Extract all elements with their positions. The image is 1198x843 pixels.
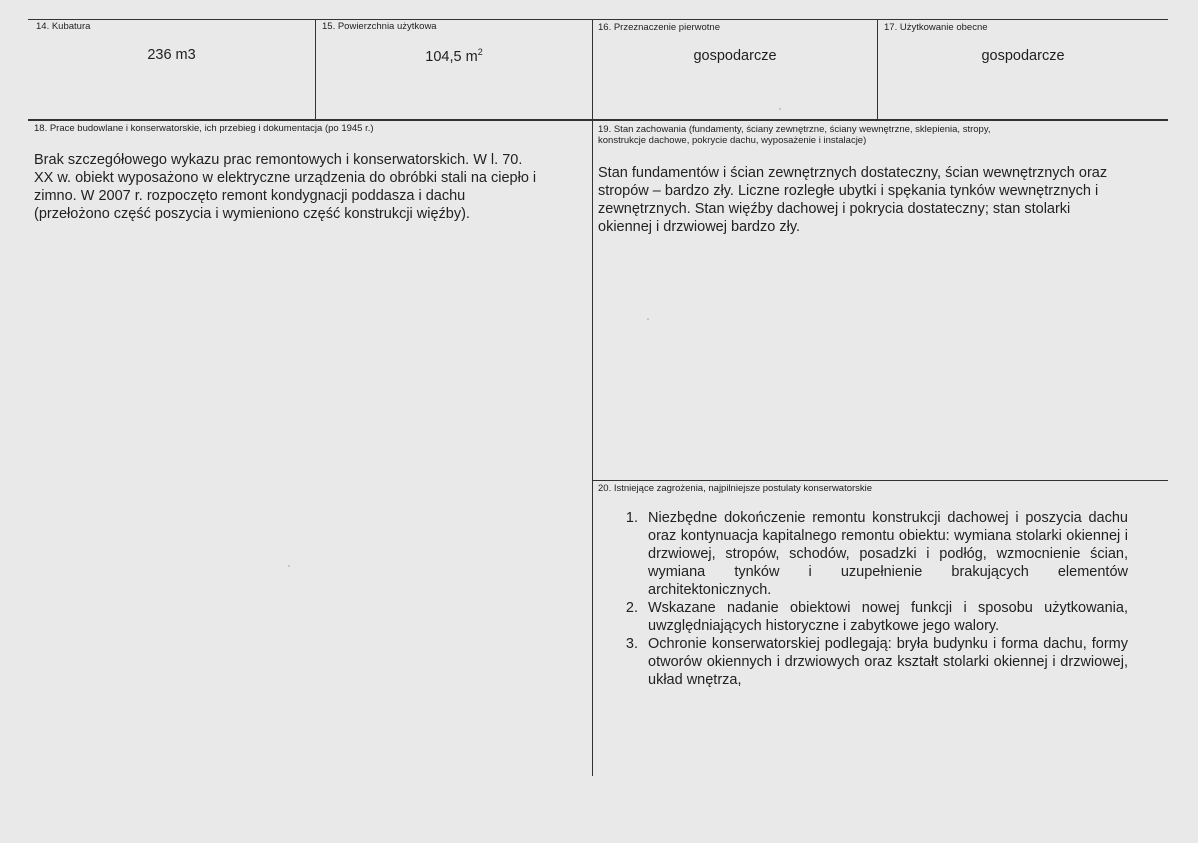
field-16-label: 16. Przeznaczenie pierwotne [598,22,720,33]
field-19-text [598,164,1163,236]
field-15-value-sup: 2 [477,47,483,57]
field-16-value: gospodarcze [693,48,777,64]
field-19-line: Stan fundamentów i ścian zewnętrznych dostateczny, ścian wewnętrznych oraz [598,165,1108,181]
field-15-value-text: 104,5 m [425,48,478,65]
field-18-label: 18. Prace budowlane i konserwatorskie, ich przebieg i dokumentacja (po 1945 r.) [34,123,374,134]
divider-16-17 [877,19,878,119]
row-divider-19-20 [593,480,1168,481]
field-18-line: (przełożono część poszycia i wymieniono część konstrukcji więźby). [34,206,470,222]
field-19-label-line: konstrukcje dachowe, pokrycie dachu, wyposażenie i instalacje) [598,135,867,146]
list-item-number: 3. [625,636,638,652]
field-14-value: 236 m3 [147,47,196,63]
field-18-line: Brak szczegółowego wykazu prac remontowych i konserwatorskich. W l. 70. [34,152,523,168]
field-19-line: zewnętrznych. Stan więźby dachowej i pokrycia dostateczny; stan stolarki [598,201,1071,217]
list-item [620,509,1128,599]
list-item-number: 2. [625,600,638,616]
scan-speck [647,318,649,320]
divider-15-16 [592,19,593,776]
field-15-value [316,47,592,65]
field-18-line: XX w. obiekt wyposażono w elektryczne urządzenia do obróbki stali na ciepło i [34,170,537,186]
field-15-label: 15. Powierzchnia użytkowa [322,21,437,32]
field-17-value: gospodarcze [981,48,1065,64]
field-19-label-line: 19. Stan zachowania (fundamenty, ściany zewnętrzne, ściany wewnętrzne, sklepienia, stropy, [598,124,991,135]
list-item [620,635,1128,689]
field-19-line: stropów – bardzo zły. Liczne rozległe ubytki i spękania tynków wewnętrznych i [598,183,1099,199]
scan-speck [779,108,781,110]
field-20-list [620,509,1128,689]
scan-speck [288,565,290,567]
top-border [28,19,1168,20]
list-item-text: Ochronie konserwatorskiej podlegają: bryła budynku i forma dachu, formy otworów okiennych i drzwiowych oraz kształt stolarki okiennej i drzwiowej, układ wnętrza, [648,636,1128,688]
list-item-number: 1. [625,510,638,526]
list-item [620,599,1128,635]
field-18-text [34,151,586,223]
divider-14-15 [315,19,316,119]
field-19-line: okiennej i drzwiowej bardzo zły. [598,219,801,235]
field-19-label [598,124,991,146]
field-20-label: 20. Istniejące zagrożenia, najpilniejsze postulaty konserwatorskie [598,483,873,494]
list-item-text: Wskazane nadanie obiektowi nowej funkcji i sposobu użytkowania, uwzględniających historyczne i zabytkowe jego walory. [648,600,1128,634]
field-14-label: 14. Kubatura [36,21,91,32]
field-18-line: zimno. W 2007 r. rozpoczęto remont kondygnacji poddasza i dachu [34,188,466,204]
field-17-label: 17. Użytkowanie obecne [884,22,988,33]
list-item-text: Niezbędne dokończenie remontu konstrukcji dachowej i poszycia dachu oraz kontynuacja kapitalnego remontu obiektu: wymiana stolarki okiennej i drzwiowej, stropów, schodów, posadzki i podłóg, wzmocnienie ścian, wymiana tynków i uzupełnienie brakujących elementów architektonicznych. [648,510,1128,598]
row-divider-1 [28,119,1168,121]
